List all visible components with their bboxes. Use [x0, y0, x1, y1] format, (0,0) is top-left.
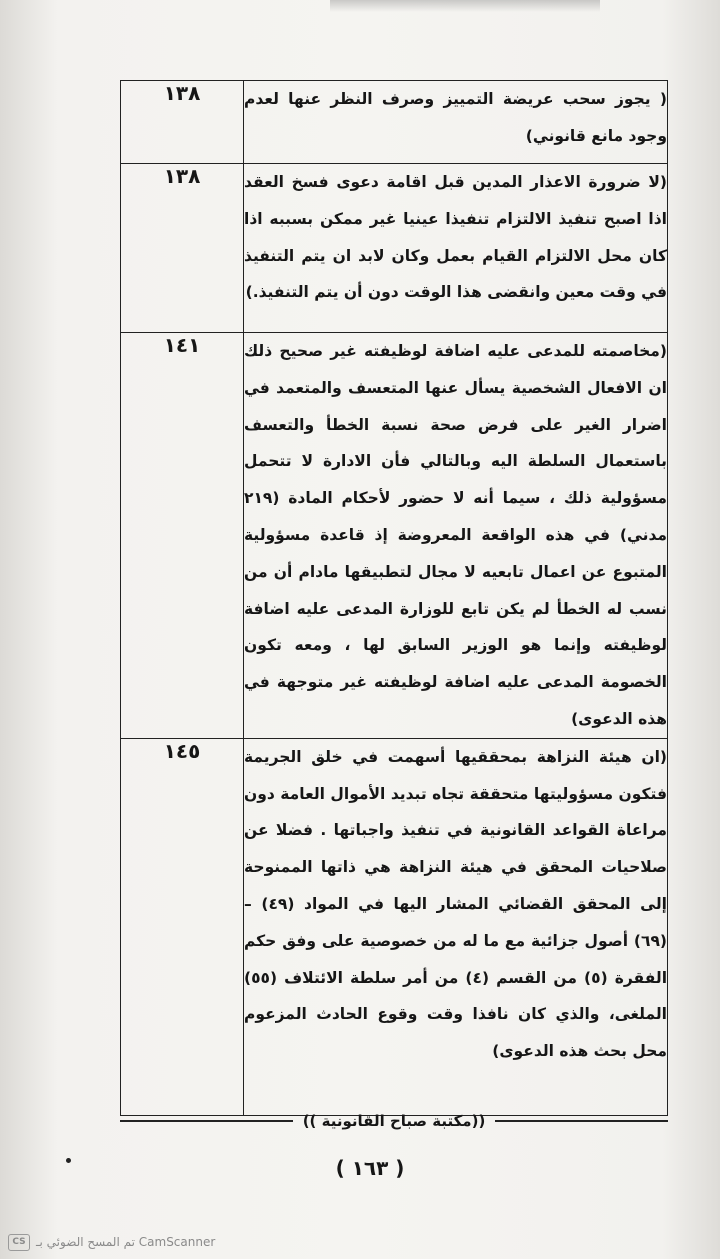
- page-reference: ١٣٨: [121, 81, 244, 164]
- page-reference: ١٤٥: [121, 738, 244, 1115]
- camscanner-watermark: [8, 1232, 215, 1252]
- page-reference: ١٤١: [121, 333, 244, 739]
- library-name: ((مكتبة صباح القانونية )): [302, 1112, 486, 1130]
- principle-text: (ان هيئة النزاهة بمحققيها أسهمت في خلق الجريمة فتكون مسؤوليتها متحققة تجاه تبديد الأموال العامة دون مراعاة القواعد القانونية في تنفيذ واجباتها . فضلا عن صلاحيات المحقق في هيئة النزاهة هي ذاتها الممنوحة إلى المحقق القضائي المشار اليها في المواد (٤٩) – (٦٩) أصول جزائية مع ما له من خصوصية على وفق حكم الفقرة (٥) من القسم (٤) من أمر سلطة الائتلاف (٥٥) الملغى، والذي كان نافذا وقت وقوع الحادث المزعوم محل بحث هذه الدعوى): [244, 738, 668, 1115]
- table-row: [121, 738, 668, 1115]
- principle-text: (لا ضرورة الاعذار المدين قبل اقامة دعوى فسخ العقد اذا اصبح تنفيذ الالتزام تنفيذا عينيا غير ممكن بسببه اذا كان محل الالتزام القيام بعمل وكان لابد ان يتم التنفيذ في وقت معين وانقضى هذا الوقت دون أن يتم التنفيذ.): [244, 164, 668, 333]
- scan-speck: [66, 1158, 71, 1163]
- footer-rule-right: [495, 1120, 668, 1122]
- table-row: [121, 164, 668, 333]
- principle-text: ( يجوز سحب عريضة التمييز وصرف النظر عنها لعدم وجود مانع قانوني): [244, 81, 668, 164]
- page-reference: ١٣٨: [121, 164, 244, 333]
- legal-principles-table: [120, 80, 668, 1116]
- watermark-text: تم المسح الضوئي بـ CamScanner: [36, 1235, 216, 1249]
- previous-page-bleed: [330, 0, 600, 12]
- page-number: ( ١٦٣ ): [335, 1156, 405, 1180]
- camscanner-logo-icon: CS: [8, 1234, 30, 1251]
- footer-rule-left: [120, 1120, 293, 1122]
- library-footer: [120, 1106, 668, 1136]
- principle-text: (مخاصمته للمدعى عليه اضافة لوظيفته غير صحيح ذلك ان الافعال الشخصية يسأل عنها المتعسف والمتعمد في اضرار الغير على فرض صحة نسبة الخطأ والتعسف باستعمال السلطة اليه وبالتالي فأن الادارة لا تتحمل مسؤولية ذلك ، سيما أنه لا حضور لأحكام المادة (٢١٩ مدني) في هذه الواقعة المعروضة إذ قاعدة مسؤولية المتبوع عن اعمال تابعيه لا مجال لتطبيقها مادام أن من نسب له الخطأ لم يكن تابع للوزارة المدعى عليه اضافة لوظيفته وإنما هو الوزير السابق لها ، ومعه تكون الخصومة المدعى عليه اضافة لوظيفته غير متوجهة في هذه الدعوى): [244, 333, 668, 739]
- table-row: [121, 333, 668, 739]
- table-row: [121, 81, 668, 164]
